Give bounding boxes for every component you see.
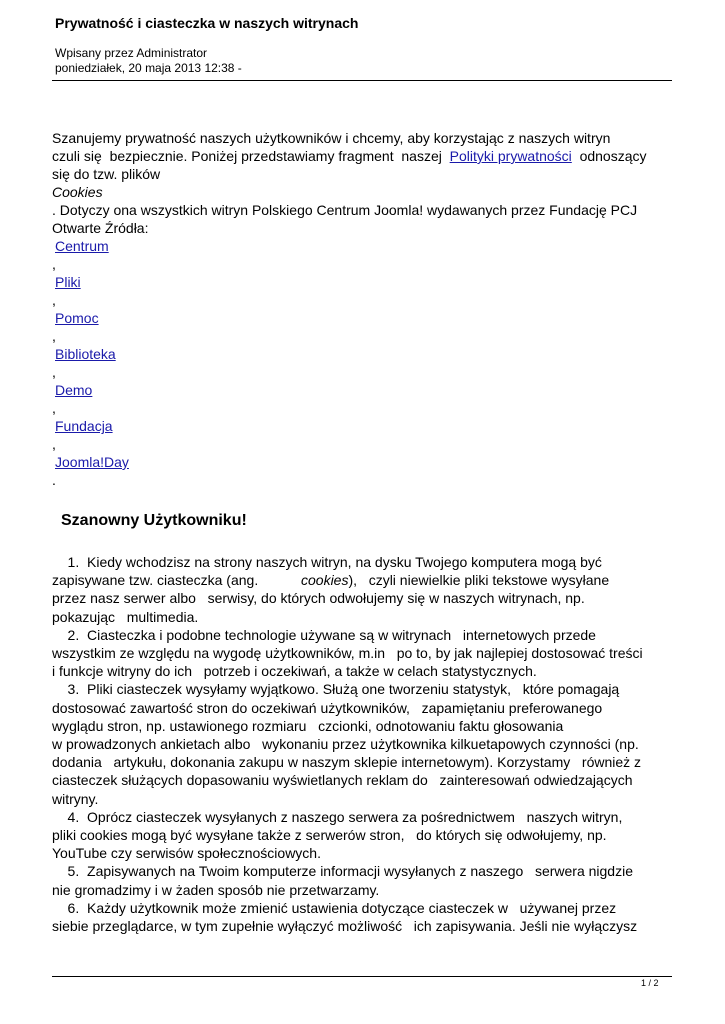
privacy-policy-link[interactable]: Polityki prywatności [449, 148, 572, 164]
article-meta [55, 46, 242, 76]
body-line: witryny. [52, 790, 99, 807]
body-line: dodania artykułu, dokonania zakupu w naszym sklepie internetowym). Korzystamy również z [52, 754, 642, 771]
link-joomladay[interactable]: Joomla!Day [55, 454, 129, 470]
intro-text: odnoszący [571, 148, 647, 164]
body-line: 3. Pliki ciasteczek wysyłamy wyjątkowo. Służą one tworzeniu statystyk, które pomagają [52, 681, 620, 698]
intro-line: się do tzw. plików [52, 166, 161, 182]
link-fundacja[interactable]: Fundacja [55, 418, 113, 434]
body-line: YouTube czy serwisów społecznościowych. [52, 845, 321, 862]
body-line: wszystkim ze względu na wygodę użytkowników, m.in po to, by jak najlepiej dostosować treści [52, 645, 643, 662]
body-line: pokazując multimedia. [52, 608, 199, 625]
link-separator: , [52, 400, 56, 416]
link-separator: . [52, 472, 56, 488]
body-line: 2. Ciasteczka i podobne technologie używane są w witrynach internetowych przede [52, 626, 596, 643]
body-text: ), czyli niewielkie pliki tekstowe wysyłane [348, 572, 610, 589]
cookie-policy-body [52, 553, 677, 935]
site-links-list [52, 237, 677, 489]
body-line: w prowadzonych ankietach albo wykonaniu przez użytkownika kilkuetapowych czynności (np. [52, 736, 639, 753]
body-line: ciasteczek służących dopasowaniu wyświetlanych reklam do zainteresowań odwiedzających [52, 772, 633, 789]
section-heading: Szanowny Użytkowniku! [61, 512, 247, 529]
body-line: wyglądu stron, np. ustawionego rozmiaru czcionki, odnotowaniu faktu głosowania [52, 717, 564, 734]
body-line: 4. Oprócz ciasteczek wysyłanych z naszego serwera za pośrednictwem naszych witryn, [52, 808, 623, 825]
body-line: i funkcje witryny do ich potrzeb i oczekiwań, a także w celach statystycznych. [52, 663, 537, 680]
body-line: dostosować zawartość stron do oczekiwań użytkowników, zapamiętaniu preferowanego [52, 699, 603, 716]
cookies-italic: cookies [301, 572, 349, 589]
intro-line: Szanujemy prywatność naszych użytkowników i chcemy, aby korzystając z naszych witryn [52, 130, 611, 146]
intro-paragraph [52, 129, 677, 489]
intro-line: Otwarte Źródła: [52, 220, 149, 236]
page-number: 1 / 2 [641, 978, 659, 988]
link-separator: , [52, 256, 56, 272]
link-pomoc[interactable]: Pomoc [55, 310, 99, 326]
intro-text: czuli się bezpiecznie. Poniżej przedstawiamy fragment naszej [52, 148, 450, 164]
body-line: pliki cookies mogą być wysyłane także z serwerów stron, do których się odwołujemy, np. [52, 827, 607, 844]
intro-line: . Dotyczy ona wszystkich witryn Polskiego Centrum Joomla! wydawanych przez Fundację PCJ [52, 202, 638, 218]
body-line: przez nasz serwer albo serwisy, do których odwołujemy się w naszych witrynach, np. [52, 590, 585, 607]
footer-divider [52, 976, 672, 977]
link-pliki[interactable]: Pliki [55, 274, 81, 290]
link-demo[interactable]: Demo [55, 382, 93, 398]
document-title: Prywatność i ciasteczka w naszych witrynach [55, 15, 359, 31]
body-line: nie gromadzimy i w żaden sposób nie przetwarzamy. [52, 881, 380, 898]
intro-line [52, 147, 677, 165]
link-separator: , [52, 436, 56, 452]
link-separator: , [52, 364, 56, 380]
body-line [52, 571, 677, 589]
link-biblioteka[interactable]: Biblioteka [55, 346, 116, 362]
link-centrum[interactable]: Centrum [55, 238, 109, 254]
body-text: zapisywane tzw. ciasteczka (ang. [52, 572, 301, 589]
body-line: 6. Każdy użytkownik może zmienić ustawienia dotyczące ciasteczek w używanej przez [52, 899, 617, 916]
body-line: 1. Kiedy wchodzisz na strony naszych witryn, na dysku Twojego komputera mogą być [52, 554, 602, 570]
date-line: poniedziałek, 20 maja 2013 12:38 - [55, 61, 242, 75]
body-line: siebie przeglądarce, w tym zupełnie wyłączyć możliwość ich zapisywania. Jeśli nie wyłączysz [52, 918, 638, 935]
link-separator: , [52, 328, 56, 344]
body-line: 5. Zapisywanych na Twoim komputerze informacji wysyłanych z naszego serwera nigdzie [52, 863, 633, 880]
cookies-term: Cookies [52, 184, 103, 200]
link-separator: , [52, 292, 56, 308]
author-line: Wpisany przez Administrator [55, 46, 208, 60]
header-divider [52, 80, 672, 81]
